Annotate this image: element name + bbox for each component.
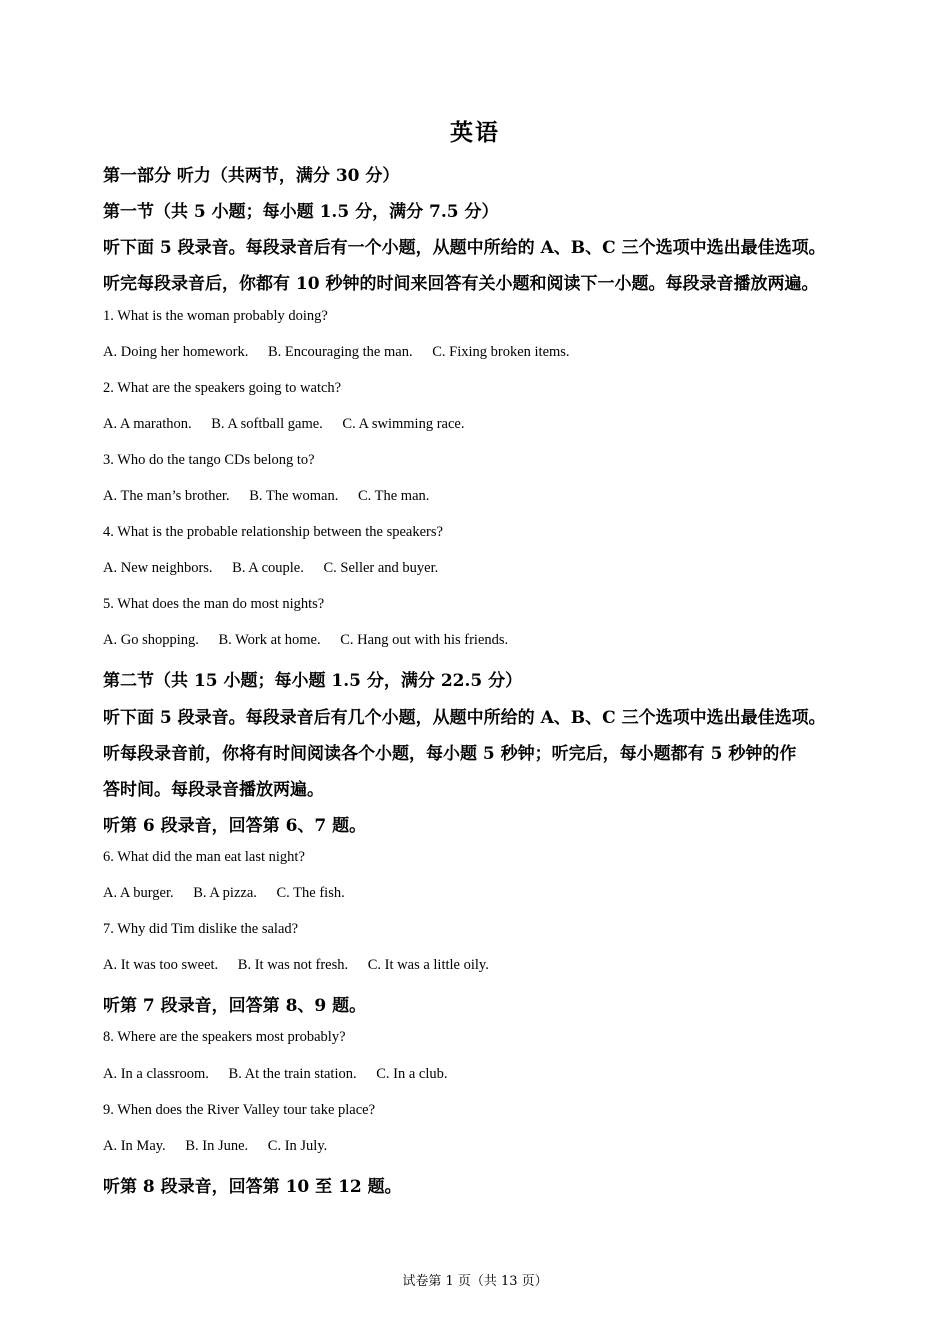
question-7-option-c: C. It was a little oily. (367, 957, 489, 973)
question-9-stem: 9. When does the River Valley tour take place? (103, 1102, 376, 1118)
question-3-option-a: A. The man’s brother. (103, 488, 230, 504)
part1-heading: 第一部分 听力（共两节，满分 30 分） (103, 166, 400, 186)
question-2-option-c: C. A swimming race. (342, 416, 465, 432)
question-8-option-a: A. In a classroom. (103, 1066, 209, 1082)
section1-instruction-1: 听下面 5 段录音。每段录音后有一个小题，从题中所给的 A、B、C 三个选项中选出最佳选项。 (103, 238, 826, 258)
page-footer: 试卷第 1 页（共 13 页） (402, 1274, 548, 1289)
section1-instruction-2: 听完每段录音后，你都有 10 秒钟的时间来回答有关小题和阅读下一小题。每段录音播放两遍。 (103, 274, 819, 294)
group-8-heading: 听第 8 段录音，回答第 10 至 12 题。 (103, 1177, 402, 1197)
question-9-options (103, 1138, 343, 1155)
page-title: 英语 (450, 119, 500, 146)
question-8-options (103, 1066, 464, 1083)
question-6-options (103, 885, 361, 902)
question-2-option-a: A. A marathon. (103, 416, 192, 432)
question-6-option-c: C. The fish. (276, 885, 345, 901)
question-7-option-a: A. It was too sweet. (103, 957, 219, 973)
question-3-option-b: B. The woman. (249, 488, 339, 504)
group-7-heading: 听第 7 段录音，回答第 8、9 题。 (103, 996, 367, 1016)
section2-instruction-1: 听下面 5 段录音。每段录音后有几个小题，从题中所给的 A、B、C 三个选项中选出最佳选项。 (103, 708, 826, 728)
section2-instruction-2: 听每段录音前，你将有时间阅读各个小题，每小题 5 秒钟；听完后，每小题都有 5 秒钟的作 (103, 744, 797, 764)
question-2-option-b: B. A softball game. (211, 416, 323, 432)
question-2-stem: 2. What are the speakers going to watch? (103, 380, 342, 396)
question-9-option-b: B. In June. (185, 1138, 249, 1154)
question-7-option-b: B. It was not fresh. (237, 957, 349, 973)
question-3-options (103, 488, 445, 505)
question-8-stem: 8. Where are the speakers most probably? (103, 1029, 346, 1045)
question-5-options (103, 632, 524, 649)
question-4-option-a: A. New neighbors. (103, 560, 213, 576)
question-1-option-a: A. Doing her homework. (103, 344, 249, 360)
section2-instruction-3: 答时间。每段录音播放两遍。 (103, 780, 324, 800)
question-3-option-c: C. The man. (357, 488, 430, 504)
question-6-option-a: A. A burger. (103, 885, 174, 901)
group-6-heading: 听第 6 段录音，回答第 6、7 题。 (103, 816, 367, 836)
question-5-stem: 5. What does the man do most nights? (103, 596, 325, 612)
question-8-option-c: C. In a club. (376, 1066, 448, 1082)
question-5-option-a: A. Go shopping. (103, 632, 199, 648)
question-8-option-b: B. At the train station. (228, 1066, 357, 1082)
question-1-option-b: B. Encouraging the man. (268, 344, 413, 360)
question-5-option-c: C. Hang out with his friends. (340, 632, 509, 648)
question-3-stem: 3. Who do the tango CDs belong to? (103, 452, 315, 468)
question-7-stem: 7. Why did Tim dislike the salad? (103, 921, 299, 937)
question-2-options (103, 416, 480, 433)
question-4-options (103, 560, 454, 577)
question-6-stem: 6. What did the man eat last night? (103, 849, 305, 865)
question-1-options (103, 344, 586, 361)
question-6-option-b: B. A pizza. (193, 885, 257, 901)
section2-heading: 第二节（共 15 小题；每小题 1.5 分，满分 22.5 分） (103, 671, 523, 691)
question-9-option-a: A. In May. (103, 1138, 166, 1154)
question-4-option-b: B. A couple. (232, 560, 304, 576)
question-1-option-c: C. Fixing broken items. (432, 344, 570, 360)
question-4-option-c: C. Seller and buyer. (323, 560, 439, 576)
question-4-stem: 4. What is the probable relationship between the speakers? (103, 524, 443, 540)
question-9-option-c: C. In July. (267, 1138, 328, 1154)
question-5-option-b: B. Work at home. (218, 632, 321, 648)
question-1-stem: 1. What is the woman probably doing? (103, 308, 328, 324)
question-7-options (103, 957, 505, 974)
section1-heading: 第一节（共 5 小题；每小题 1.5 分，满分 7.5 分） (103, 202, 499, 222)
